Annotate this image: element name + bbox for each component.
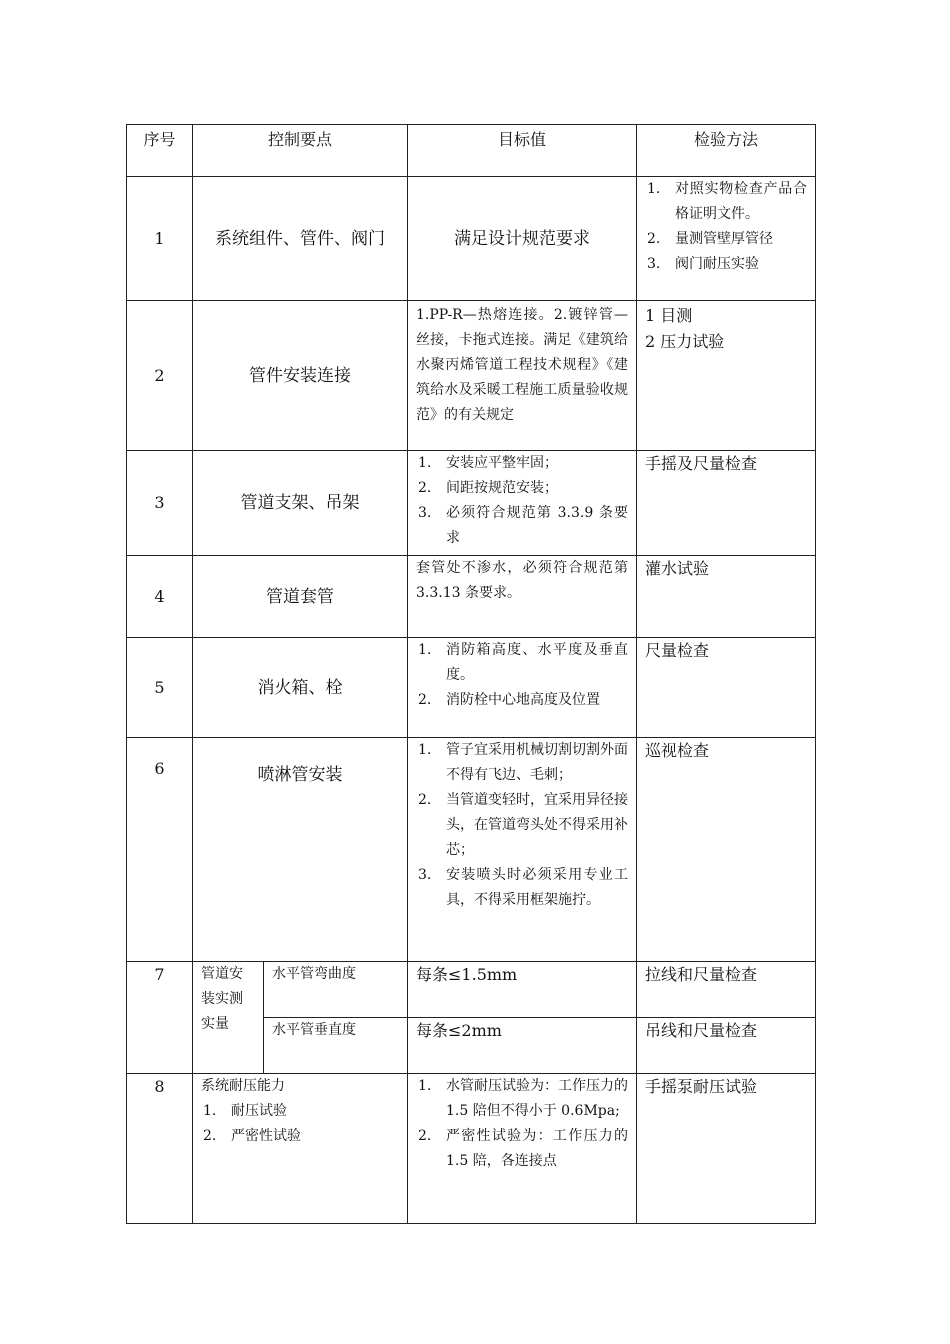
target-list — [416, 1074, 628, 1174]
row-inspection-method: 拉线和尺量检查 — [637, 962, 816, 1018]
list-item: 1. 对照实物检查产品合格证明文件。 — [647, 181, 808, 222]
row-control-point: 管件安装连接 — [193, 301, 408, 451]
header-control-point: 控制要点 — [193, 125, 408, 177]
row-target-value: 1.PP-R—热熔连接。2.镀锌管—丝接，卡拖式连接。满足《建筑给水聚丙烯管道工程技术规程》《建筑给水及采暖工程施工质量验收规范》的有关规定 — [408, 301, 637, 451]
list-item: 2. 严密性试验 — [203, 1128, 301, 1144]
row-target-value — [408, 1074, 637, 1224]
row-target-value — [408, 451, 637, 556]
row-target-value: 套管处不渗水，必须符合规范第 3.3.13 条要求。 — [408, 556, 637, 638]
target-list — [416, 738, 628, 913]
list-item: 2. 严密性试验为：工作压力的 1.5 陪，各连接点 — [418, 1128, 629, 1169]
list-item: 1. 耐压试验 — [203, 1103, 287, 1119]
row-seq: 2 — [127, 301, 193, 451]
table-row — [127, 556, 816, 638]
table-row — [127, 1074, 816, 1224]
row-inspection-method: 手摇泵耐压试验 — [637, 1074, 816, 1224]
header-row — [127, 125, 816, 177]
row-sub-point: 水平管弯曲度 — [264, 962, 408, 1018]
list-item: 1. 管子宜采用机械切割切割外面不得有飞边、毛刺； — [418, 742, 629, 783]
row-seq: 6 — [127, 738, 193, 962]
row-control-point: 管道支架、吊架 — [193, 451, 408, 556]
table-row — [127, 177, 816, 301]
table-row — [127, 962, 816, 1018]
list-item: 2. 当管道变轻时，宜采用异径接头，在管道弯头处不得采用补芯； — [418, 792, 629, 858]
row-inspection-method — [637, 301, 816, 451]
target-list — [416, 638, 628, 713]
list-item: 1. 消防箱高度、水平度及垂直度。 — [418, 642, 629, 683]
point-list — [201, 1099, 399, 1149]
row-seq: 8 — [127, 1074, 193, 1224]
row-inspection-method: 尺量检查 — [637, 638, 816, 738]
row-control-point: 系统组件、管件、阀门 — [193, 177, 408, 301]
list-item: 2. 消防栓中心地高度及位置 — [418, 692, 601, 708]
row-target-value — [408, 738, 637, 962]
row-sub-point: 水平管垂直度 — [264, 1018, 408, 1074]
row-control-point: 喷淋管安装 — [193, 738, 408, 962]
row-control-point: 管道套管 — [193, 556, 408, 638]
row-seq: 7 — [127, 962, 193, 1074]
row-control-point — [193, 1074, 408, 1224]
row-seq: 5 — [127, 638, 193, 738]
quality-control-table — [126, 124, 816, 1224]
row-control-point-group: 管道安装实测实量 — [193, 962, 264, 1074]
header-target-value: 目标值 — [408, 125, 637, 177]
header-inspection-method: 检验方法 — [637, 125, 816, 177]
row-target-value: 每条≤1.5mm — [408, 962, 637, 1018]
row-inspection-method: 吊线和尺量检查 — [637, 1018, 816, 1074]
table-row — [127, 301, 816, 451]
header-seq: 序号 — [127, 125, 193, 177]
list-item: 3. 阀门耐压实验 — [647, 256, 760, 272]
row-inspection-method: 手摇及尺量检查 — [637, 451, 816, 556]
list-item: 2. 量测管壁厚管径 — [647, 231, 774, 247]
row-inspection-method: 灌水试验 — [637, 556, 816, 638]
list-item: 1. 水管耐压试验为：工作压力的 1.5 陪但不得小于 0.6Mpa; — [418, 1078, 629, 1119]
list-item: 1. 安装应平整牢固； — [418, 455, 559, 471]
list-item: 3. 必须符合规范第 3.3.9 条要求 — [418, 505, 629, 546]
row-target-value: 每条≤2mm — [408, 1018, 637, 1074]
row-inspection-method — [637, 177, 816, 301]
target-list — [416, 451, 628, 551]
row-control-point: 消火箱、栓 — [193, 638, 408, 738]
table-row — [127, 451, 816, 556]
row-seq: 4 — [127, 556, 193, 638]
row-seq: 3 — [127, 451, 193, 556]
table-row — [127, 638, 816, 738]
table-row — [127, 738, 816, 962]
point-title: 系统耐压能力 — [201, 1078, 285, 1094]
row-target-value: 满足设计规范要求 — [408, 177, 637, 301]
row-seq: 1 — [127, 177, 193, 301]
method-line: 2 压力试验 — [645, 332, 725, 351]
list-item: 2. 间距按规范安装； — [418, 480, 559, 496]
method-list — [645, 177, 807, 277]
method-line: 1 目测 — [645, 306, 693, 325]
row-target-value — [408, 638, 637, 738]
row-inspection-method: 巡视检查 — [637, 738, 816, 962]
list-item: 3. 安装喷头时必须采用专业工具，不得采用框架施拧。 — [418, 867, 629, 908]
